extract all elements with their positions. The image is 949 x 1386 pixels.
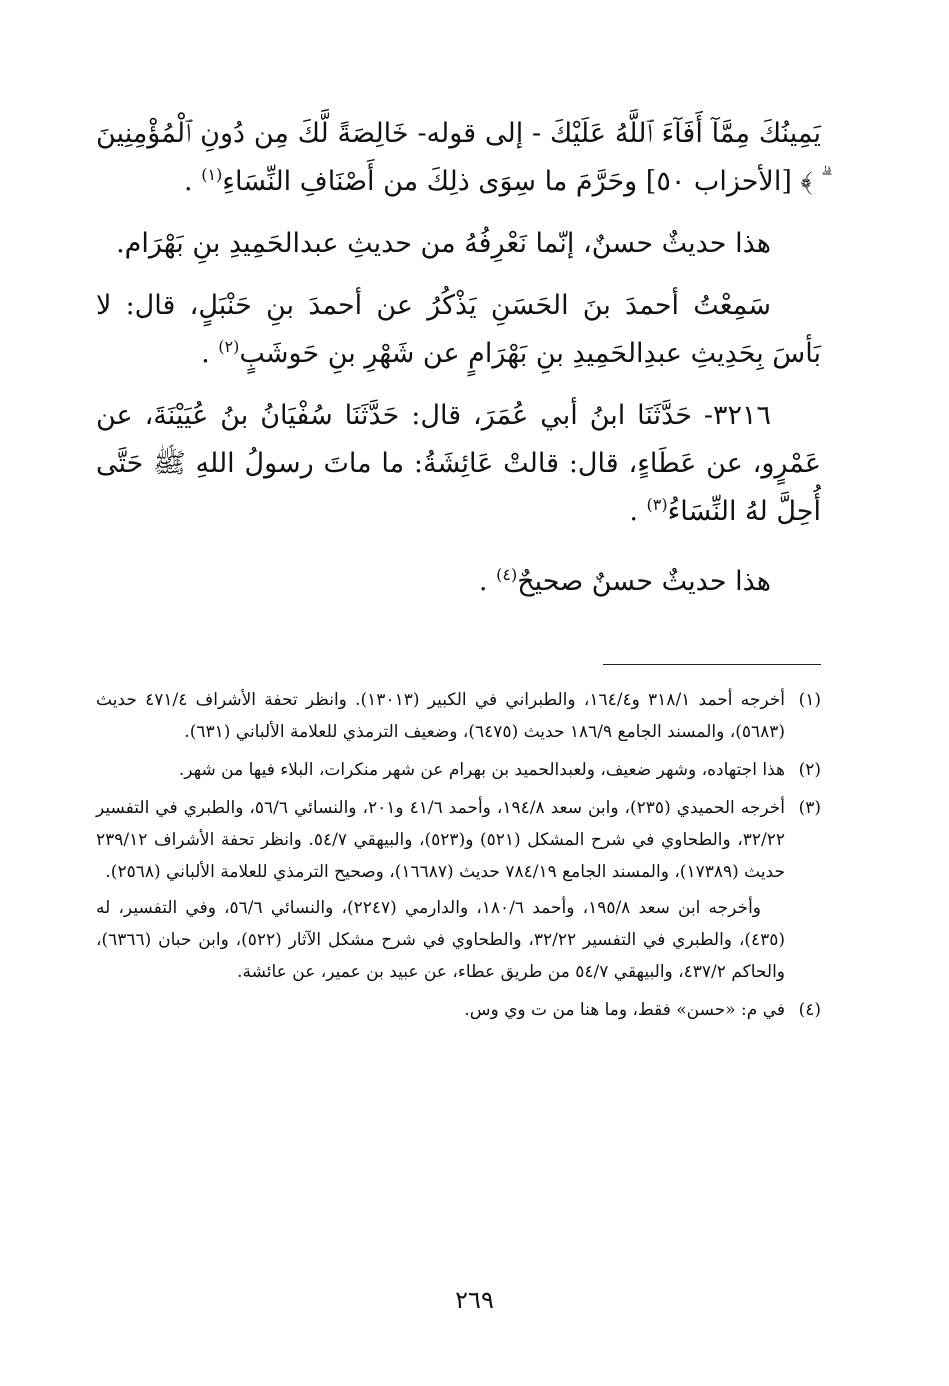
footnote-2 bbox=[96, 754, 821, 786]
paragraph-quran-verse: يَمِينُكَ مِمَّآ أَفَآءَ ٱللَّهُ عَلَيْكَ - إلى قوله- خَالِصَةً لَّكَ مِن دُونِ ٱلْمُؤْمِنِينَ ۗ ﴾ [الأحزاب ٥٠] وحَرَّمَ ما سِوَى ذلِكَ من أَصْنَافِ النِّسَاءِ$^{(١)}$ . bbox=[96, 118, 821, 197]
paragraph-hadith-grade: هذا حديثٌ حسنٌ، إنّما نَعْرِفُهُ من حديثِ عبدالحَمِيدِ بنِ بَهْرَام. bbox=[116, 228, 771, 259]
footnote-number: (٤) bbox=[798, 1000, 821, 1020]
footnote-number: (٣) bbox=[798, 798, 821, 818]
footnote-ref: (٢) bbox=[218, 337, 240, 356]
footnote-3 bbox=[96, 792, 821, 988]
footnote-ref: (٣) bbox=[646, 495, 668, 514]
footnote-text: في م: «حسن» فقط، وما هنا من ت وي وس. bbox=[464, 1000, 785, 1020]
footnote-number: (٢) bbox=[798, 760, 821, 780]
paragraph-hadith-3216: ٣٢١٦- حَدَّثَنَا ابنُ أبي عُمَرَ، قال: حَدَّثَنَا سُفْيَانُ بنُ عُيَيْنَةَ، عن عَمْرٍو، عن عَطَاءٍ، قال: قالتْ عَائِشَةُ: ما ماتَ رسولُ اللهِ ﷺ حَتَّى أُحِلَّ لهُ النِّسَاءُ$^{(٣)}$ . bbox=[96, 400, 821, 527]
paragraph-hadith-grade-2: هذا حديثٌ حسنٌ صحيحٌ$^{(٤)}$ . bbox=[478, 565, 771, 597]
footnote-text-continued: وأخرجه ابن سعد ١٩٥/٨، وأحمد ١٨٠/٦، والدارمي (٢٢٤٧)، والنسائي ٥٦/٦، وفي التفسير، له (٤٣٥)، والطبري في التفسير ٣٢/٢٢، والطحاوي في شرح مشكل الآثار (٥٢٢)، وابن حبان (٦٣٦٦)، والحاكم ٤٣٧/٢، والبيهقي ٥٤/٧ من طريق عطاء، عن عبيد بن عمير، عن عائشة. bbox=[96, 898, 785, 982]
footnote-number: (١) bbox=[798, 690, 821, 710]
footnote-ref: (٤) bbox=[496, 565, 518, 584]
footnote-ref: (١) bbox=[201, 165, 223, 184]
footnote-divider bbox=[603, 664, 821, 665]
footnotes bbox=[96, 684, 821, 1032]
footnote-text: أخرجه الحميدي (٢٣٥)، وابن سعد ١٩٤/٨، وأحمد ٤١/٦ و٢٠١، والنسائي ٥٦/٦، والطبري في التفسير ٣٢/٢٢، والطحاوي في شرح المشكل (٥٢١) و(٥٢٣)، والبيهقي ٥٤/٧. وانظر تحفة الأشراف ٢٣٩/١٢ حديث (١٧٣٨٩)، والمسند الجامع ٧٨٤/١٩ حديث (١٦٦٨٧)، وصحيح الترمذي للعلامة الألباني (٢٥٦٨). bbox=[96, 798, 785, 882]
main-text bbox=[96, 110, 821, 606]
footnote-text: أخرجه أحمد ٣١٨/١ و١٦٤/٤، والطبراني في الكبير (١٣٠١٣). وانظر تحفة الأشراف ٤٧١/٤ حديث (٥٦٨٣)، والمسند الجامع ١٨٦/٩ حديث (٦٤٧٥)، وضعيف الترمذي للعلامة الألباني (٦٣١). bbox=[96, 690, 786, 742]
footnote-4 bbox=[96, 994, 821, 1026]
page-number: ٢٦٩ bbox=[455, 1286, 494, 1314]
footnote-text: هذا اجتهاده، وشهر ضعيف، ولعبدالحميد بن بهرام عن شهر منكرات، البلاء فيها من شهر. bbox=[178, 760, 785, 780]
footnote-1 bbox=[96, 684, 821, 748]
paragraph-narrator-comment: سَمِعْتُ أحمدَ بنَ الحَسَنِ يَذْكُرُ عن أحمدَ بنِ حَنْبَلٍ، قال: لا بَأسَ بِحَدِيثِ عبدِالحَمِيدِ بنِ بَهْرَامٍ عن شَهْرِ بنِ حَوشَبٍ$^{(٢)}$ . bbox=[96, 290, 821, 369]
